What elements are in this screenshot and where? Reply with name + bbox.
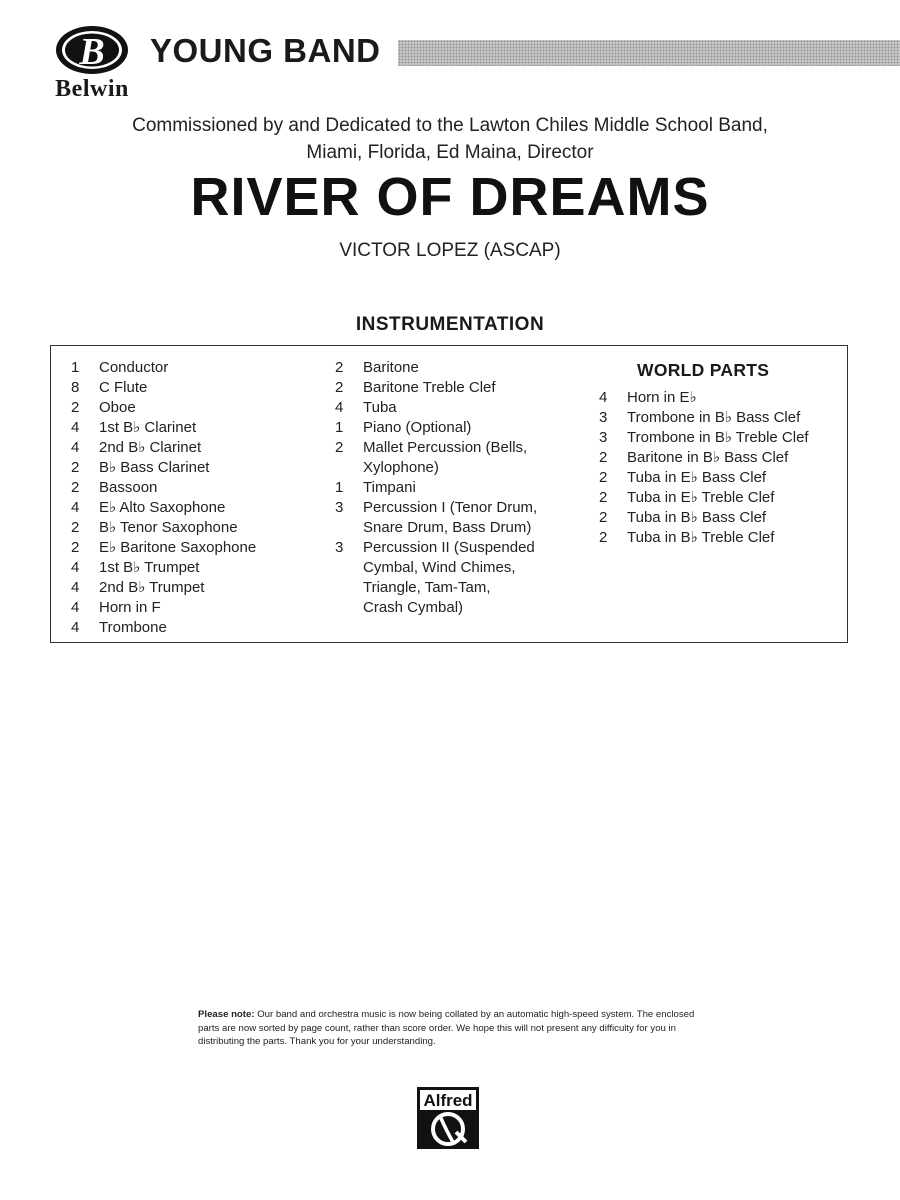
- instrument-quantity: 4: [335, 399, 344, 416]
- instrument-part: Percussion I (Tenor Drum,: [363, 499, 538, 516]
- commission-line-2: Miami, Florida, Ed Maina, Director: [306, 142, 594, 163]
- instrumentation-box: [50, 345, 848, 643]
- instrument-part: Cymbal, Wind Chimes,: [363, 559, 516, 576]
- instrument-quantity: [335, 598, 363, 618]
- instrument-part: Timpani: [363, 479, 416, 496]
- composer: VICTOR LOPEZ (ASCAP): [339, 240, 561, 261]
- instrument-quantity: 2: [335, 379, 344, 396]
- instrument-quantity: 2: [71, 459, 80, 476]
- instrument-row: [599, 488, 809, 508]
- instrument-quantity: 2: [71, 399, 80, 416]
- belwin-b-emblem-icon: [54, 24, 130, 76]
- instrument-quantity: 4: [71, 559, 80, 576]
- instrument-part: Mallet Percussion (Bells,: [363, 439, 528, 456]
- note-label: Please note:: [198, 1009, 255, 1020]
- instrument-quantity: [335, 558, 363, 578]
- instrument-quantity: 2: [71, 519, 80, 536]
- instrument-part: Triangle, Tam-Tam,: [363, 579, 491, 596]
- instrument-row: [335, 358, 537, 378]
- instrument-part: 2nd B♭ Trumpet: [99, 579, 205, 596]
- instrument-quantity: 4: [71, 619, 80, 636]
- instrument-row: [335, 558, 537, 578]
- instrument-part: Tuba in E♭ Treble Clef: [627, 489, 775, 506]
- instrument-quantity: 3: [335, 499, 344, 516]
- instrument-part: Trombone: [99, 619, 167, 636]
- instrument-quantity: 2: [599, 529, 608, 546]
- instrument-part: Snare Drum, Bass Drum): [363, 519, 532, 536]
- publisher-name: Belwin: [55, 76, 129, 102]
- instrument-row: [71, 578, 256, 598]
- instrument-part: Tuba in B♭ Bass Clef: [627, 509, 767, 526]
- instrument-quantity: [335, 518, 363, 538]
- instrument-row: [71, 458, 256, 478]
- commission-note: [0, 112, 900, 166]
- instrument-part: Baritone in B♭ Bass Clef: [627, 449, 789, 466]
- collation-note: [198, 1008, 708, 1049]
- instrument-row: [335, 458, 537, 478]
- instrument-quantity: 3: [599, 429, 608, 446]
- instrument-quantity: 2: [599, 489, 608, 506]
- instrument-row: [71, 478, 256, 498]
- instrument-quantity: 8: [71, 379, 80, 396]
- alfred-logo: [416, 1086, 480, 1150]
- instrument-quantity: 1: [335, 479, 344, 496]
- instrument-part: Tuba: [363, 399, 397, 416]
- instrument-part: Horn in E♭: [627, 389, 697, 406]
- instrument-part: Tuba in E♭ Bass Clef: [627, 469, 767, 486]
- instrument-part: E♭ Alto Saxophone: [99, 499, 226, 516]
- instrument-row: [71, 538, 256, 558]
- instrument-quantity: 2: [71, 539, 80, 556]
- instrument-quantity: 3: [599, 409, 608, 426]
- instrument-part: Bassoon: [99, 479, 158, 496]
- instrument-row: [335, 578, 537, 598]
- world-parts-heading: WORLD PARTS: [637, 360, 770, 380]
- instrument-part: E♭ Baritone Saxophone: [99, 539, 257, 556]
- instrument-row: [335, 418, 537, 438]
- instrument-row: [71, 498, 256, 518]
- instrument-part: B♭ Bass Clarinet: [99, 459, 210, 476]
- instrument-row: [71, 358, 256, 378]
- instrument-row: [599, 448, 809, 468]
- note-text: Our band and orchestra music is now being collated by an automatic high-speed system. The enclosed parts are now sorted by page count, rather than score order. We hope this will not present any difficulty for you in distributing the parts. Thank you for your understanding.: [198, 1009, 695, 1047]
- instrument-part: Oboe: [99, 399, 136, 416]
- instrument-row: [71, 598, 256, 618]
- instrument-part: 2nd B♭ Clarinet: [99, 439, 202, 456]
- instrument-part: B♭ Tenor Saxophone: [99, 519, 238, 536]
- instrumentation-column-2: [335, 358, 537, 618]
- instrument-quantity: 4: [71, 419, 80, 436]
- instrument-part: Baritone: [363, 359, 419, 376]
- instrument-row: [599, 428, 809, 448]
- instrument-row: [71, 378, 256, 398]
- instrument-quantity: [335, 458, 363, 478]
- instrumentation-heading: INSTRUMENTATION: [355, 314, 545, 335]
- instrument-quantity: 1: [71, 359, 80, 376]
- instrument-part: Conductor: [99, 359, 169, 376]
- world-parts-column: [599, 360, 809, 548]
- instrument-part: Tuba in B♭ Treble Clef: [627, 529, 775, 546]
- instrument-quantity: 2: [71, 479, 80, 496]
- instrument-quantity: 4: [71, 579, 80, 596]
- instrument-row: [335, 518, 537, 538]
- instrument-row: [335, 598, 537, 618]
- instrument-quantity: 2: [599, 509, 608, 526]
- instrument-part: Percussion II (Suspended: [363, 539, 535, 556]
- instrument-row: [335, 478, 537, 498]
- instrument-row: [71, 418, 256, 438]
- instrument-quantity: 4: [71, 599, 80, 616]
- instrument-part: Baritone Treble Clef: [363, 379, 496, 396]
- instrument-row: [599, 528, 809, 548]
- header: [0, 0, 900, 110]
- logo-letter: B: [79, 31, 105, 73]
- instrument-part: Piano (Optional): [363, 419, 472, 436]
- commission-line-1: Commissioned by and Dedicated to the Lawton Chiles Middle School Band,: [132, 115, 768, 136]
- instrument-part: Xylophone): [363, 459, 439, 476]
- instrument-quantity: 2: [599, 469, 608, 486]
- instrument-row: [335, 498, 537, 518]
- alfred-logo-text: Alfred: [423, 1091, 473, 1110]
- piece-title: RIVER OF DREAMS: [190, 167, 710, 227]
- instrument-quantity: [335, 578, 363, 598]
- instrument-row: [335, 398, 537, 418]
- alfred-logo-icon: [416, 1086, 480, 1150]
- instrument-row: [71, 438, 256, 458]
- instrument-part: 1st B♭ Clarinet: [99, 419, 197, 436]
- instrumentation-column-1: [71, 358, 256, 638]
- instrument-row: [599, 388, 809, 408]
- instrument-row: [71, 398, 256, 418]
- instrument-row: [335, 538, 537, 558]
- instrument-quantity: 2: [335, 359, 344, 376]
- series-title: YOUNG BAND: [150, 32, 381, 69]
- world-parts-list: [599, 388, 809, 548]
- instrument-quantity: 2: [335, 439, 344, 456]
- instrument-row: [599, 508, 809, 528]
- instrument-row: [71, 558, 256, 578]
- instrument-quantity: 1: [335, 419, 344, 436]
- instrument-row: [335, 378, 537, 398]
- instrument-part: 1st B♭ Trumpet: [99, 559, 200, 576]
- instrument-quantity: 4: [599, 389, 608, 406]
- instrument-row: [599, 468, 809, 488]
- instrument-part: C Flute: [99, 379, 148, 396]
- instrument-part: Crash Cymbal): [363, 599, 464, 616]
- instrument-row: [71, 518, 256, 538]
- instrument-part: Trombone in B♭ Treble Clef: [627, 429, 809, 446]
- instrument-quantity: 3: [335, 539, 344, 556]
- instrument-row: [335, 438, 537, 458]
- instrument-quantity: 4: [71, 439, 80, 456]
- instrument-part: Trombone in B♭ Bass Clef: [627, 409, 801, 426]
- instrument-part: Horn in F: [99, 599, 161, 616]
- instrument-row: [71, 618, 256, 638]
- header-halftone-bar: [398, 40, 900, 66]
- instrument-quantity: 4: [71, 499, 80, 516]
- belwin-logo: [36, 24, 148, 104]
- instrument-quantity: 2: [599, 449, 608, 466]
- instrument-row: [599, 408, 809, 428]
